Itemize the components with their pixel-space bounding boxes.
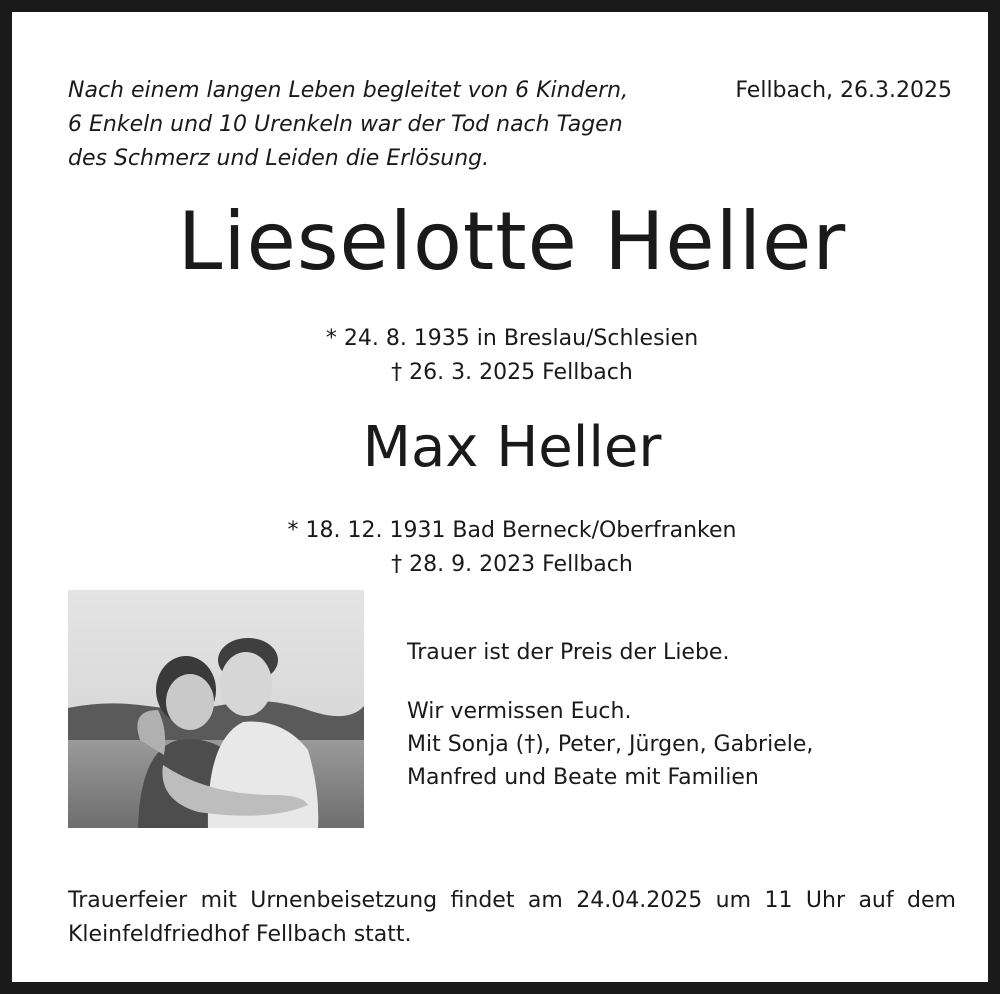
family-line: Mit Sonja (†), Peter, Jürgen, Gabriele,	[407, 732, 814, 757]
death-date: † 26. 3. 2025 Fellbach	[391, 360, 633, 385]
message-block	[407, 636, 967, 794]
place-date: Fellbach, 26.3.2025	[735, 78, 952, 103]
couple-photo-image	[68, 590, 364, 828]
family-line: Manfred und Beate mit Familien	[407, 765, 759, 790]
death-date: † 28. 9. 2023 Fellbach	[391, 552, 633, 577]
funeral-notice	[68, 884, 956, 952]
intro-text	[68, 74, 708, 176]
miss-text: Wir vermissen Euch.	[407, 699, 632, 724]
intro-line: Nach einem langen Leben begleitet von 6 Kindern,	[68, 78, 629, 103]
birth-date: * 24. 8. 1935 in Breslau/Schlesien	[325, 326, 699, 351]
couple-photo	[68, 590, 364, 828]
deceased-name-secondary: Max Heller	[362, 415, 662, 480]
funeral-line: Kleinfeldfriedhof Fellbach statt.	[68, 922, 412, 947]
deceased-name-primary: Lieselotte Heller	[177, 195, 847, 288]
quote-text: Trauer ist der Preis der Liebe.	[407, 640, 730, 665]
birth-date: * 18. 12. 1931 Bad Berneck/Oberfranken	[287, 518, 737, 543]
funeral-line: Trauerfeier mit Urnenbeisetzung findet am 24.04.2025 um 11 Uhr auf dem	[68, 888, 956, 913]
deceased-dates-primary	[12, 322, 1000, 390]
intro-line: 6 Enkeln und 10 Urenkeln war der Tod nach Tagen	[68, 112, 623, 137]
intro-line: des Schmerz und Leiden die Erlösung.	[68, 146, 490, 171]
deceased-dates-secondary	[12, 514, 1000, 582]
